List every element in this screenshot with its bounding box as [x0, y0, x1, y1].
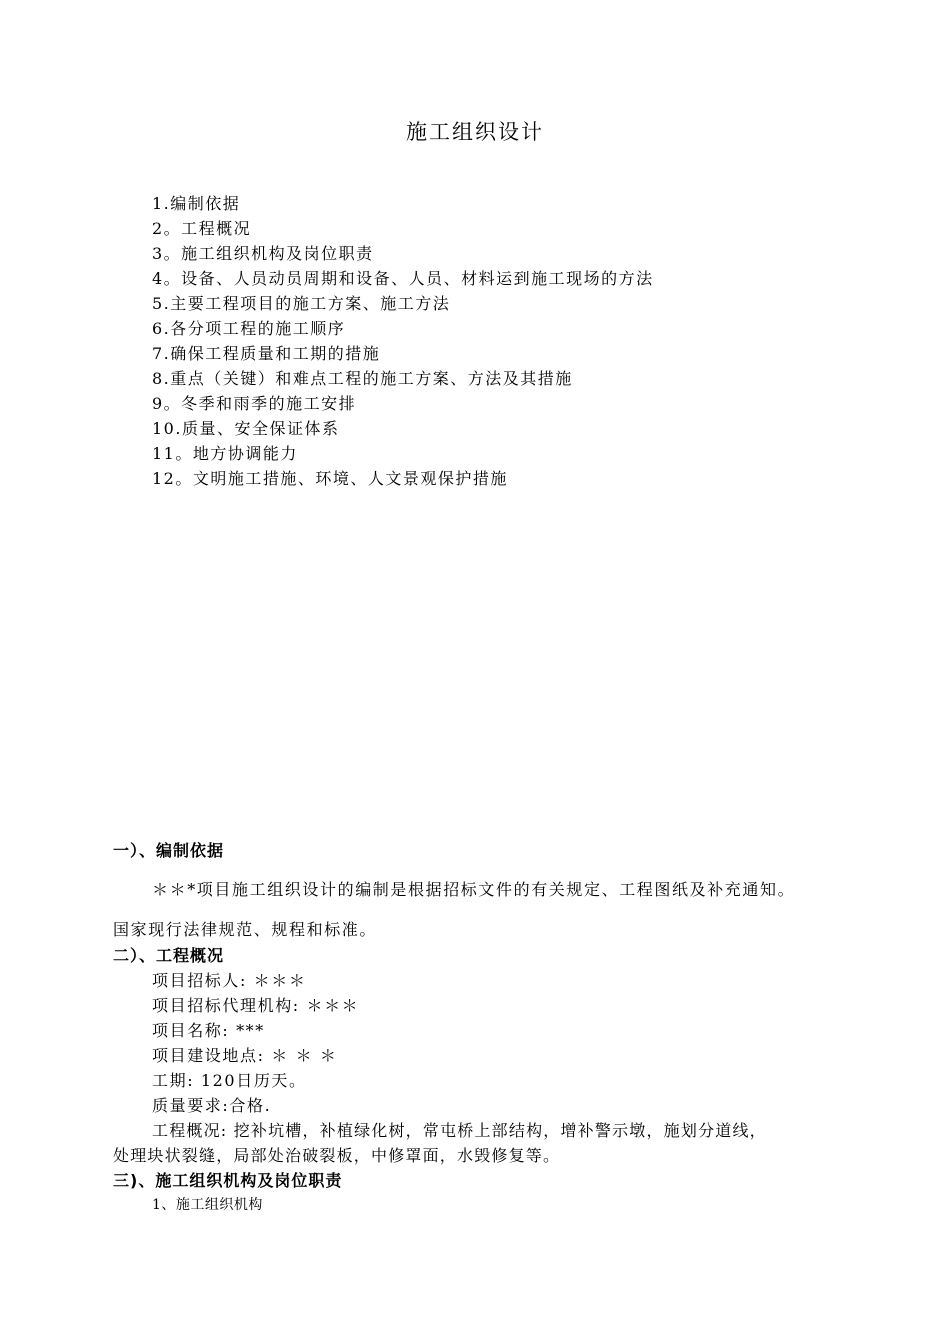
paragraph-line: ＊＊*项目施工组织设计的编制是根据招标文件的有关规定、工程图纸及补充通知。	[152, 880, 796, 899]
agency-line: 项目招标代理机构: ＊＊＊	[152, 996, 360, 1015]
toc-item: 6.各分项工程的施工顺序	[152, 319, 346, 338]
table-of-contents	[152, 191, 654, 491]
duration-line: 工期: 120日历天。	[152, 1071, 307, 1090]
section-heading: 三)、施工组织机构及岗位职责	[113, 1171, 343, 1190]
toc-item: 9。冬季和雨季的施工安排	[152, 394, 357, 413]
toc-item: 3。施工组织机构及岗位职责	[152, 244, 374, 263]
toc-item: 1.编制依据	[152, 194, 241, 213]
section-heading: 一）、编制依据	[113, 841, 225, 860]
toc-item: 10.质量、安全保证体系	[152, 419, 340, 438]
toc-item: 8.重点（关键）和难点工程的施工方案、方法及其措施	[152, 369, 573, 388]
toc-item: 7.确保工程质量和工期的措施	[152, 344, 381, 363]
subsection-line: 1、施工组织机构	[152, 1197, 263, 1213]
toc-item: 5.主要工程项目的施工方案、施工方法	[152, 294, 451, 313]
section-heading: 二）、工程概况	[113, 946, 225, 965]
toc-item: 11。地方协调能力	[152, 444, 298, 463]
quality-line: 质量要求:合格.	[152, 1096, 272, 1115]
toc-item: 2。工程概况	[152, 219, 252, 238]
project-name-line: 项目名称: ***	[152, 1021, 265, 1040]
paragraph-line: 国家现行法律规范、规程和标准。	[113, 920, 378, 939]
overview-line: 工程概况: 挖补坑槽，补植绿化树，常屯桥上部结构，增补警示墩，施划分道线，	[152, 1121, 767, 1140]
page-title: 施工组织设计	[406, 120, 544, 144]
location-line: 项目建设地点: ＊ ＊ ＊	[152, 1046, 338, 1065]
toc-item: 12。文明施工措施、环境、人文景观保护措施	[152, 469, 508, 488]
tenderer-line: 项目招标人: ＊＊＊	[152, 971, 307, 990]
overview-line: 处理块状裂缝，局部处治破裂板，中修罩面，水毁修复等。	[113, 1146, 561, 1165]
toc-item: 4。设备、人员动员周期和设备、人员、材料运到施工现场的方法	[152, 269, 654, 288]
